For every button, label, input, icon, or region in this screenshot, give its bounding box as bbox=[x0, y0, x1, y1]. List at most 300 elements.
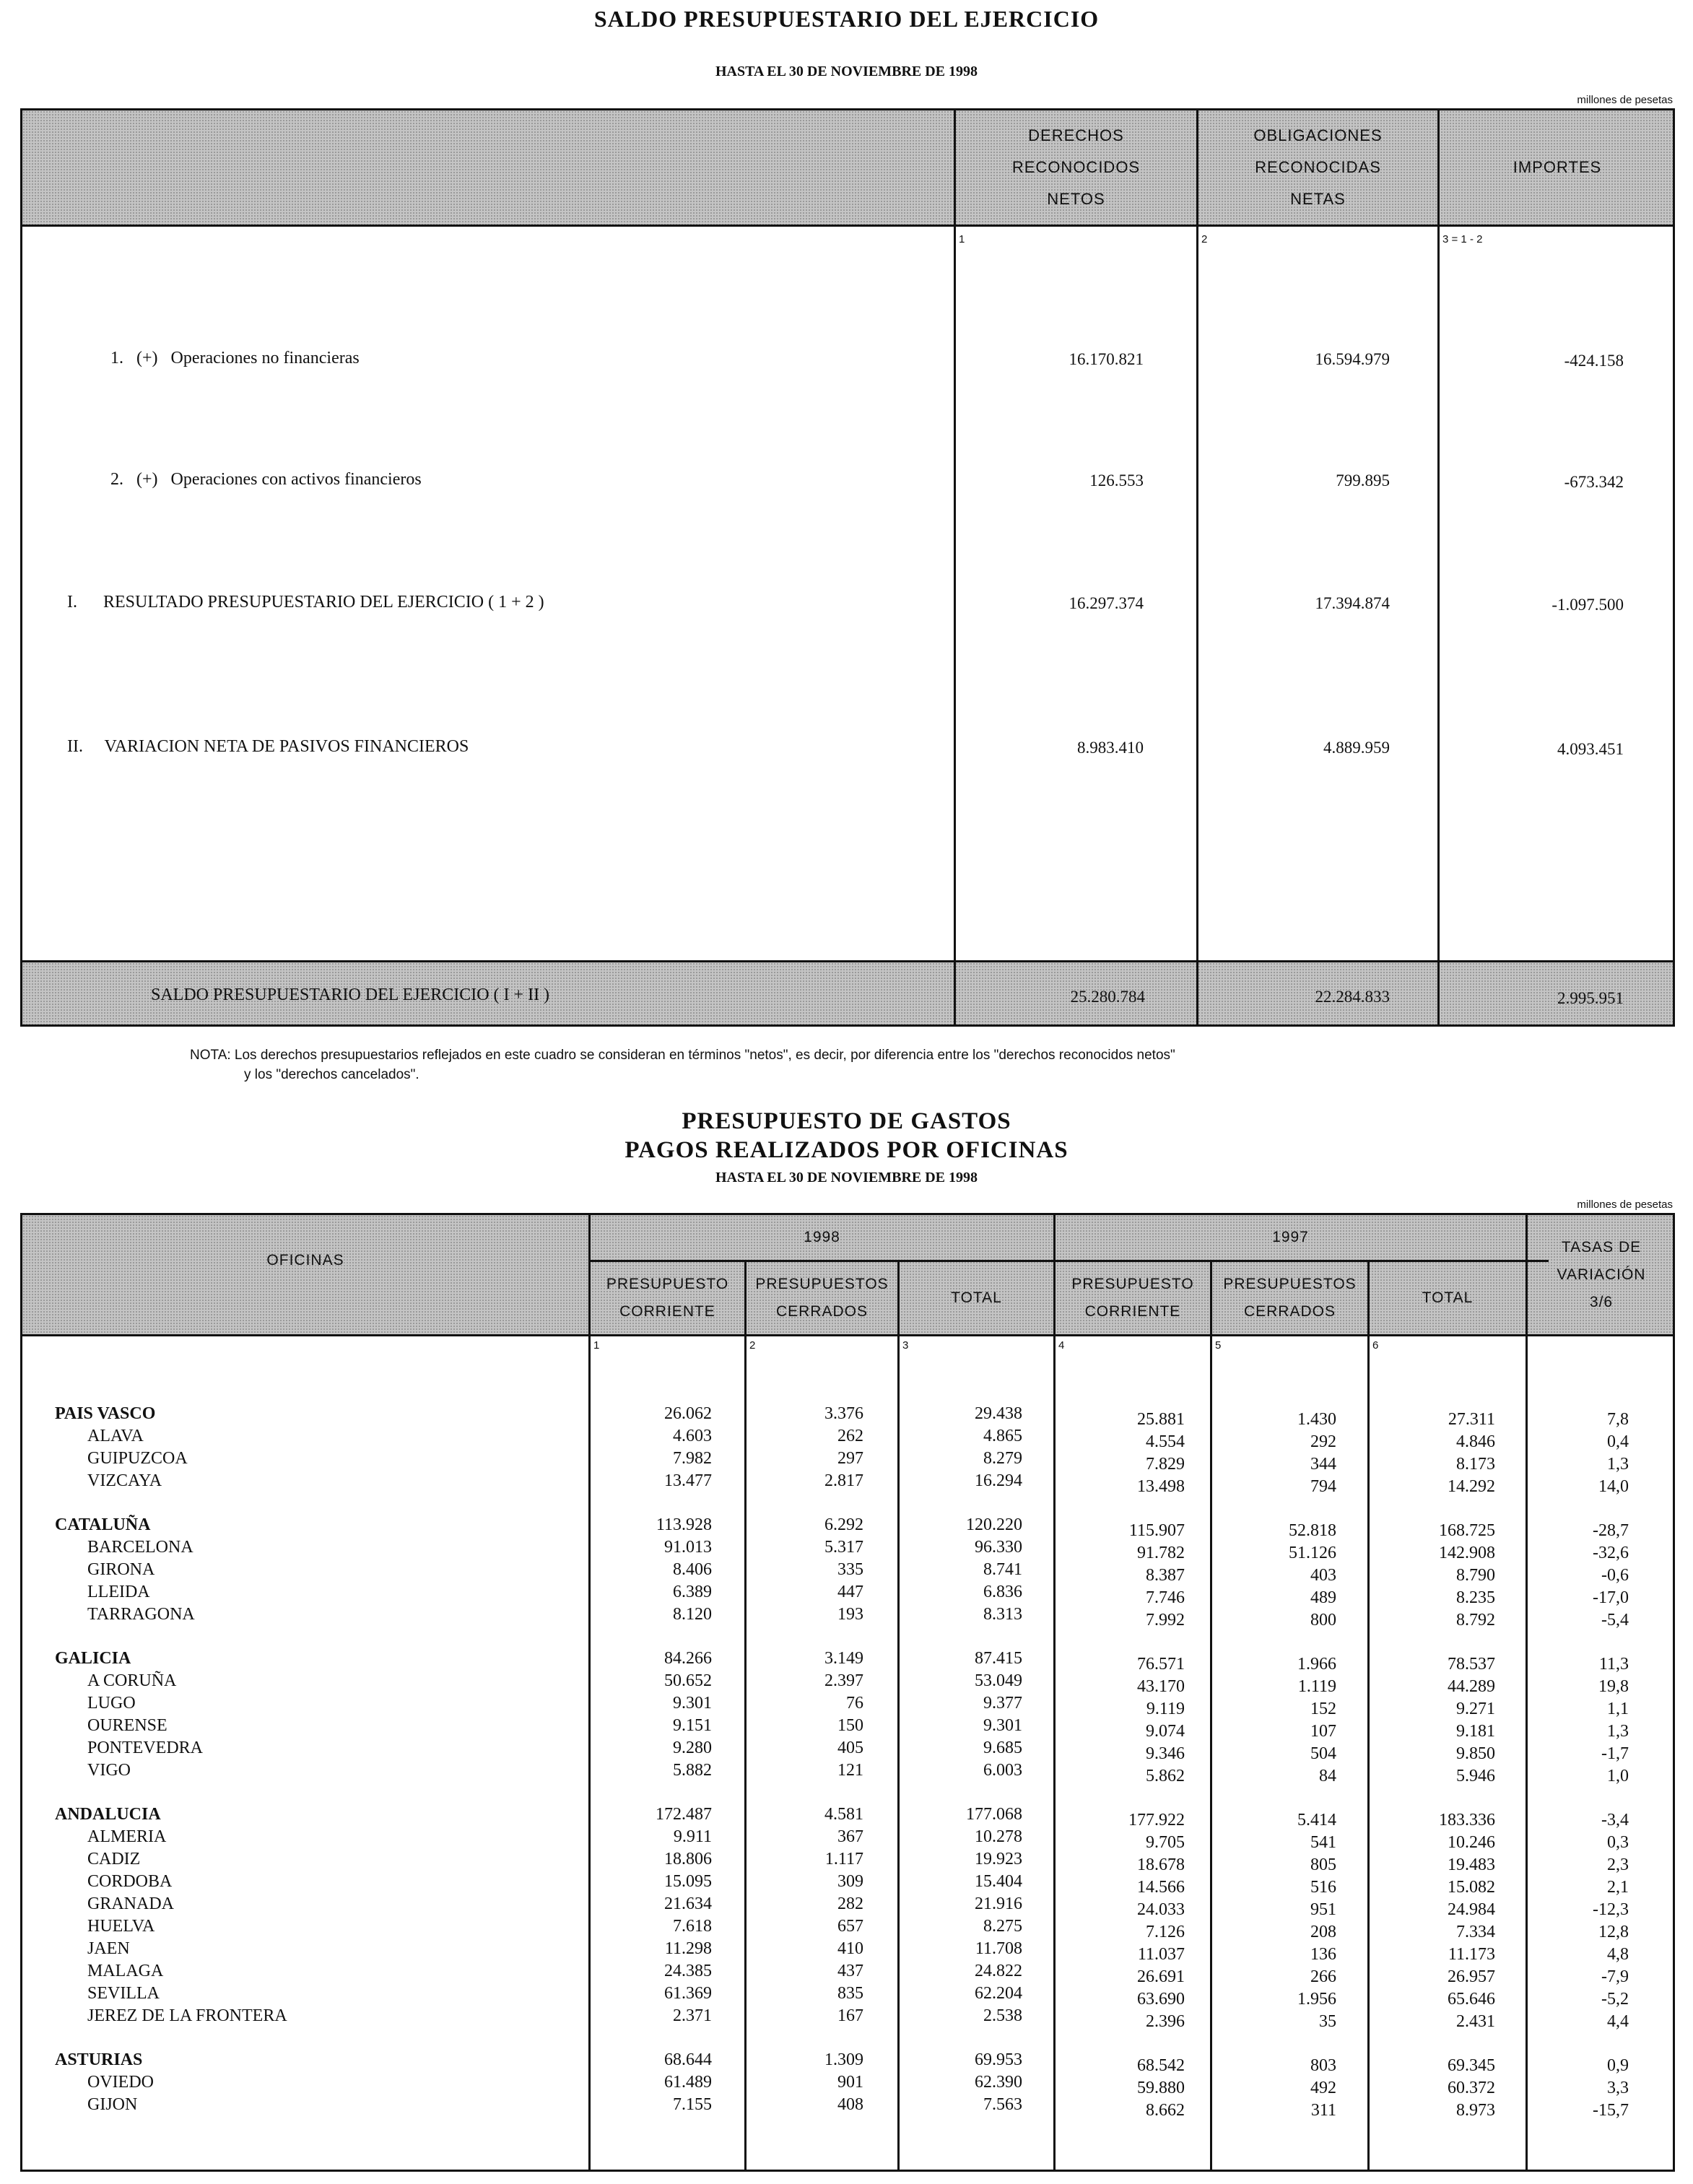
row-name: PONTEVEDRA bbox=[87, 1739, 203, 1757]
row-value: 9.119 bbox=[1146, 1700, 1185, 1718]
row-value: -1.097.500 bbox=[1551, 596, 1624, 614]
row-name: CATALUÑA bbox=[55, 1515, 151, 1534]
row-value: 7.982 bbox=[673, 1449, 712, 1468]
table-row bbox=[22, 1538, 1673, 1560]
col-number: 5 bbox=[1215, 1339, 1222, 1352]
row-name: A CORUÑA bbox=[87, 1671, 177, 1690]
row-value: 168.725 bbox=[1439, 1521, 1495, 1540]
row-value: 7.992 bbox=[1146, 1611, 1185, 1630]
header-total: TOTAL bbox=[951, 1289, 1002, 1306]
table-row bbox=[22, 1471, 1673, 1494]
col-number: 3 bbox=[902, 1339, 909, 1352]
row-value: 541 bbox=[1310, 1833, 1336, 1852]
row-value: 27.311 bbox=[1448, 1410, 1495, 1429]
row-value: 1.117 bbox=[824, 1850, 863, 1868]
row-name: MALAGA bbox=[87, 1962, 164, 1980]
row-name: GRANADA bbox=[87, 1894, 174, 1913]
row-value: -5,4 bbox=[1601, 1611, 1629, 1630]
row-value: 9.301 bbox=[983, 1716, 1022, 1735]
row-value: 9.705 bbox=[1146, 1833, 1185, 1852]
row-value: 311 bbox=[1310, 2101, 1336, 2120]
col-number: 4 bbox=[1058, 1339, 1065, 1352]
row-value: 10.278 bbox=[975, 1827, 1022, 1846]
row-value: 25.881 bbox=[1137, 1410, 1185, 1429]
row-value: 14.566 bbox=[1137, 1878, 1185, 1897]
row-value: 26.062 bbox=[664, 1404, 712, 1423]
row-name: PAIS VASCO bbox=[55, 1404, 156, 1423]
row-value: 8.275 bbox=[983, 1917, 1022, 1936]
row-value: -5,2 bbox=[1601, 1990, 1629, 2009]
table-row bbox=[22, 1917, 1673, 1939]
table-row bbox=[22, 1761, 1673, 1783]
row-value: 8.173 bbox=[1456, 1455, 1495, 1474]
row-value: 68.542 bbox=[1137, 2056, 1185, 2075]
row-name: OURENSE bbox=[87, 1716, 167, 1735]
row-name: SEVILLA bbox=[87, 1984, 160, 2003]
row-value: 15.095 bbox=[664, 1872, 712, 1891]
table-row bbox=[22, 2006, 1673, 2029]
row-value: 9.850 bbox=[1456, 1744, 1495, 1763]
row-value: 69.345 bbox=[1448, 2056, 1495, 2075]
row-value: 69.953 bbox=[975, 2050, 1022, 2069]
row-value: 87.415 bbox=[975, 1649, 1022, 1668]
col-number: 2 bbox=[749, 1339, 756, 1352]
col-number: 2 bbox=[1201, 233, 1208, 245]
row-value: 51.126 bbox=[1289, 1544, 1336, 1562]
row-value: 14.292 bbox=[1448, 1477, 1495, 1496]
col-number: 3 = 1 - 2 bbox=[1442, 233, 1483, 245]
row-value: 2.431 bbox=[1456, 2012, 1495, 2031]
gastos-title-2: PAGOS REALIZADOS POR OFICINAS bbox=[624, 1137, 1069, 1163]
row-value: 367 bbox=[837, 1827, 863, 1846]
row-name: ALMERIA bbox=[87, 1827, 167, 1846]
row-value: 8.279 bbox=[983, 1449, 1022, 1468]
row-value: 2.538 bbox=[983, 2006, 1022, 2025]
row-value: 6.292 bbox=[824, 1515, 863, 1534]
row-value: 9.377 bbox=[983, 1694, 1022, 1713]
row-value: 177.922 bbox=[1128, 1811, 1185, 1830]
row-name: VIZCAYA bbox=[87, 1471, 162, 1490]
row-name: VIGO bbox=[87, 1761, 131, 1780]
row-value: 8.387 bbox=[1146, 1566, 1185, 1585]
row-value: 437 bbox=[837, 1962, 863, 1980]
table-row bbox=[22, 2095, 1673, 2118]
total-value: 25.280.784 bbox=[1070, 988, 1145, 1006]
saldo-subtitle: HASTA EL 30 DE NOVIEMBRE DE 1998 bbox=[715, 64, 978, 79]
row-value: 901 bbox=[837, 2073, 863, 2092]
row-value: 50.652 bbox=[664, 1671, 712, 1690]
row-value: 5.882 bbox=[673, 1761, 712, 1780]
row-value: 9.280 bbox=[673, 1739, 712, 1757]
row-value: 9.271 bbox=[1456, 1700, 1495, 1718]
row-name: TARRAGONA bbox=[87, 1605, 195, 1624]
row-name: CORDOBA bbox=[87, 1872, 173, 1891]
row-name: BARCELONA bbox=[87, 1538, 193, 1557]
table-row bbox=[22, 1560, 1673, 1583]
row-value: 6.003 bbox=[983, 1761, 1022, 1780]
row-value: 3.149 bbox=[824, 1649, 863, 1668]
row-value: 7.746 bbox=[1146, 1588, 1185, 1607]
table-row bbox=[22, 1515, 1673, 1538]
row-label: 1. (+) Operaciones no financieras bbox=[110, 349, 360, 367]
row-value: 5.414 bbox=[1297, 1811, 1336, 1830]
row-value: 84.266 bbox=[664, 1649, 712, 1668]
table-row bbox=[22, 2050, 1673, 2073]
row-value: 6.836 bbox=[983, 1583, 1022, 1601]
table-row bbox=[22, 1605, 1673, 1630]
row-value: 9.685 bbox=[983, 1739, 1022, 1757]
table-row bbox=[22, 1939, 1673, 1962]
row-value: 19.923 bbox=[975, 1850, 1022, 1868]
row-value: 18.806 bbox=[664, 1850, 712, 1868]
row-name: ASTURIAS bbox=[55, 2050, 143, 2069]
row-value: 9.911 bbox=[673, 1827, 712, 1846]
row-name: CADIZ bbox=[87, 1850, 141, 1868]
row-value: 4.846 bbox=[1456, 1432, 1495, 1451]
table-row bbox=[22, 1404, 1673, 1427]
row-value: 9.181 bbox=[1456, 1722, 1495, 1741]
row-value: 335 bbox=[837, 1560, 863, 1579]
row-value: 794 bbox=[1310, 1477, 1336, 1496]
gastos-subtitle: HASTA EL 30 DE NOVIEMBRE DE 1998 bbox=[715, 1170, 978, 1185]
row-value: 193 bbox=[837, 1605, 863, 1624]
row-value: 3.376 bbox=[824, 1404, 863, 1423]
row-value: -1,7 bbox=[1601, 1744, 1629, 1763]
row-value: 29.438 bbox=[975, 1404, 1022, 1423]
row-value: 7.563 bbox=[983, 2095, 1022, 2114]
row-value: 15.082 bbox=[1448, 1878, 1495, 1897]
row-value: 1,0 bbox=[1607, 1767, 1629, 1785]
header-year-1997: 1997 bbox=[1272, 1229, 1309, 1245]
row-value: 21.916 bbox=[975, 1894, 1022, 1913]
col-number: 1 bbox=[593, 1339, 600, 1352]
row-value: 10.246 bbox=[1448, 1833, 1495, 1852]
row-value: 408 bbox=[837, 2095, 863, 2114]
row-value: -12,3 bbox=[1593, 1900, 1629, 1919]
row-value: 8.983.410 bbox=[1077, 739, 1144, 757]
row-value: 78.537 bbox=[1448, 1655, 1495, 1674]
row-value: 4.581 bbox=[824, 1805, 863, 1824]
saldo-table bbox=[20, 108, 1675, 1027]
row-value: 2.396 bbox=[1146, 2012, 1185, 2031]
row-value: 19,8 bbox=[1598, 1677, 1629, 1696]
row-value: -28,7 bbox=[1593, 1521, 1629, 1540]
row-value: 11.708 bbox=[975, 1939, 1022, 1958]
row-name: GUIPUZCOA bbox=[87, 1449, 188, 1468]
row-label: 2. (+) Operaciones con activos financieros bbox=[110, 470, 422, 489]
saldo-title: SALDO PRESUPUESTARIO DEL EJERCICIO bbox=[593, 6, 1100, 32]
row-value: -0,6 bbox=[1601, 1566, 1629, 1585]
row-value: 7.618 bbox=[673, 1917, 712, 1936]
row-value: 12,8 bbox=[1598, 1923, 1629, 1941]
row-value: 24.984 bbox=[1448, 1900, 1495, 1919]
row-value: 9.301 bbox=[673, 1694, 712, 1713]
header-year-1998: 1998 bbox=[804, 1229, 840, 1245]
row-value: 16.294 bbox=[975, 1471, 1022, 1490]
row-value: 4,4 bbox=[1607, 2012, 1629, 2031]
row-value: 11.298 bbox=[664, 1939, 712, 1958]
row-value: 91.013 bbox=[664, 1538, 712, 1557]
row-value: 4.554 bbox=[1146, 1432, 1185, 1451]
row-value: 18.678 bbox=[1137, 1855, 1185, 1874]
row-value: 65.646 bbox=[1448, 1990, 1495, 2009]
row-value: 292 bbox=[1310, 1432, 1336, 1451]
gastos-unit: millones de pesetas bbox=[1577, 1198, 1673, 1211]
row-name: JAEN bbox=[87, 1939, 130, 1958]
row-value: 9.151 bbox=[673, 1716, 712, 1735]
row-value: 21.634 bbox=[664, 1894, 712, 1913]
row-value: 410 bbox=[837, 1939, 863, 1958]
col-number: 1 bbox=[959, 233, 965, 245]
row-value: 59.880 bbox=[1137, 2079, 1185, 2097]
row-value: 68.644 bbox=[664, 2050, 712, 2069]
row-value: 309 bbox=[837, 1872, 863, 1891]
row-name: OVIEDO bbox=[87, 2073, 154, 2092]
row-value: 150 bbox=[837, 1716, 863, 1735]
row-value: 52.818 bbox=[1289, 1521, 1336, 1540]
row-value: 951 bbox=[1310, 1900, 1336, 1919]
header-importes: IMPORTES bbox=[1513, 158, 1602, 176]
row-value: 91.782 bbox=[1137, 1544, 1185, 1562]
row-value: 6.389 bbox=[673, 1583, 712, 1601]
row-value: 63.690 bbox=[1137, 1990, 1185, 2009]
row-name: ALAVA bbox=[87, 1427, 144, 1445]
table-row bbox=[22, 1449, 1673, 1474]
row-value: -424.158 bbox=[1564, 352, 1624, 370]
row-value: 2.397 bbox=[824, 1671, 863, 1690]
table-row bbox=[22, 1649, 1673, 1674]
row-value: 1,3 bbox=[1607, 1455, 1629, 1474]
table-row bbox=[22, 1739, 1673, 1761]
row-value: 44.289 bbox=[1448, 1677, 1495, 1696]
row-value: 266 bbox=[1310, 1967, 1336, 1986]
gastos-title: PRESUPUESTO DE GASTOS bbox=[682, 1108, 1011, 1134]
row-value: 16.297.374 bbox=[1069, 594, 1144, 612]
row-value: 17.394.874 bbox=[1315, 594, 1390, 612]
row-value: 8.792 bbox=[1456, 1611, 1495, 1630]
row-value: 799.895 bbox=[1336, 471, 1390, 490]
row-value: 4.865 bbox=[983, 1427, 1022, 1445]
row-value: 11.173 bbox=[1448, 1945, 1495, 1964]
row-value: 8.662 bbox=[1146, 2101, 1185, 2120]
row-value: 126.553 bbox=[1089, 471, 1144, 490]
row-name: HUELVA bbox=[87, 1917, 155, 1936]
row-value: -17,0 bbox=[1593, 1588, 1629, 1607]
row-value: 1.430 bbox=[1297, 1410, 1336, 1429]
row-value: 7.126 bbox=[1146, 1923, 1185, 1941]
row-value: 13.498 bbox=[1137, 1477, 1185, 1496]
row-value: 447 bbox=[837, 1583, 863, 1601]
row-value: 120.220 bbox=[966, 1515, 1022, 1534]
row-value: 405 bbox=[837, 1739, 863, 1757]
header-obligaciones: OBLIGACIONES RECONOCIDAS NETAS bbox=[1253, 126, 1383, 208]
row-value: 7.334 bbox=[1456, 1923, 1495, 1941]
row-value: 403 bbox=[1310, 1566, 1336, 1585]
row-value: 8.120 bbox=[673, 1605, 712, 1624]
row-name: LUGO bbox=[87, 1694, 136, 1713]
row-value: 489 bbox=[1310, 1588, 1336, 1607]
row-value: 0,3 bbox=[1607, 1833, 1629, 1852]
row-name: ANDALUCIA bbox=[55, 1805, 161, 1824]
table-row bbox=[22, 1984, 1673, 2009]
row-value: 60.372 bbox=[1448, 2079, 1495, 2097]
row-value: 4,8 bbox=[1607, 1945, 1629, 1964]
row-value: 152 bbox=[1310, 1700, 1336, 1718]
row-value: 107 bbox=[1310, 1722, 1336, 1741]
row-value: 61.489 bbox=[664, 2073, 712, 2092]
row-value: 14,0 bbox=[1598, 1477, 1629, 1496]
row-value: 2,1 bbox=[1607, 1878, 1629, 1897]
row-value: 16.170.821 bbox=[1069, 350, 1144, 368]
row-value: 26.691 bbox=[1137, 1967, 1185, 1986]
row-value: 142.908 bbox=[1439, 1544, 1495, 1562]
row-label: II. VARIACION NETA DE PASIVOS FINANCIEROS bbox=[67, 737, 469, 756]
row-value: 4.889.959 bbox=[1323, 739, 1390, 757]
row-value: 1.119 bbox=[1297, 1677, 1336, 1696]
row-value: 136 bbox=[1310, 1945, 1336, 1964]
row-value: 1.309 bbox=[824, 2050, 863, 2069]
row-name: LLEIDA bbox=[87, 1583, 150, 1601]
row-value: 19.483 bbox=[1448, 1855, 1495, 1874]
row-value: 53.049 bbox=[975, 1671, 1022, 1690]
table-row bbox=[22, 1671, 1673, 1694]
table-row bbox=[22, 1827, 1673, 1850]
row-value: 8.406 bbox=[673, 1560, 712, 1579]
row-value: -7,9 bbox=[1601, 1967, 1629, 1986]
row-value: 24.033 bbox=[1137, 1900, 1185, 1919]
row-value: 76.571 bbox=[1137, 1655, 1185, 1674]
header-oficinas: OFICINAS bbox=[266, 1251, 344, 1269]
header-corriente: PRESUPUESTO CORRIENTE bbox=[606, 1276, 729, 1320]
row-value: 11.037 bbox=[1137, 1945, 1185, 1964]
row-value: 297 bbox=[837, 1449, 863, 1468]
row-value: 0,4 bbox=[1607, 1432, 1629, 1451]
header-cerrados: PRESUPUESTOS CERRADOS bbox=[755, 1276, 889, 1320]
row-value: 13.477 bbox=[664, 1471, 712, 1490]
row-value: 0,9 bbox=[1607, 2056, 1629, 2075]
header-total: TOTAL bbox=[1422, 1289, 1474, 1306]
row-value: 1.956 bbox=[1297, 1990, 1336, 2009]
row-value: 177.068 bbox=[966, 1805, 1022, 1824]
table-row bbox=[22, 1872, 1673, 1897]
row-value: 516 bbox=[1310, 1878, 1336, 1897]
row-value: 1,3 bbox=[1607, 1722, 1629, 1741]
row-value: -32,6 bbox=[1593, 1544, 1629, 1562]
row-value: 113.928 bbox=[656, 1515, 712, 1534]
table-row bbox=[22, 1694, 1673, 1716]
row-value: 183.336 bbox=[1439, 1811, 1495, 1830]
row-value: 5.862 bbox=[1146, 1767, 1185, 1785]
row-name: GIJON bbox=[87, 2095, 138, 2114]
row-value: 344 bbox=[1310, 1455, 1336, 1474]
row-value: 172.487 bbox=[656, 1805, 712, 1824]
header-corriente: PRESUPUESTO CORRIENTE bbox=[1071, 1276, 1194, 1320]
row-value: -3,4 bbox=[1601, 1811, 1629, 1830]
row-value: 61.369 bbox=[664, 1984, 712, 2003]
row-value: 492 bbox=[1310, 2079, 1336, 2097]
table-row bbox=[22, 1850, 1673, 1872]
row-value: 62.390 bbox=[975, 2073, 1022, 2092]
row-value: 167 bbox=[837, 2006, 863, 2025]
row-value: 15.404 bbox=[975, 1872, 1022, 1891]
table-row bbox=[22, 1583, 1673, 1605]
row-value: 835 bbox=[837, 1984, 863, 2003]
row-value: 8.235 bbox=[1456, 1588, 1495, 1607]
row-value: -673.342 bbox=[1564, 473, 1624, 491]
row-value: 26.957 bbox=[1448, 1967, 1495, 1986]
total-value: 22.284.833 bbox=[1315, 988, 1390, 1006]
row-value: 35 bbox=[1319, 2012, 1336, 2031]
total-value: 2.995.951 bbox=[1557, 989, 1624, 1007]
header-derechos: DERECHOS RECONOCIDOS NETOS bbox=[1011, 126, 1141, 208]
saldo-unit: millones de pesetas bbox=[1577, 94, 1673, 106]
row-value: 7,8 bbox=[1607, 1410, 1629, 1429]
row-value: 208 bbox=[1310, 1923, 1336, 1941]
row-value: 5.317 bbox=[824, 1538, 863, 1557]
row-label: I. RESULTADO PRESUPUESTARIO DEL EJERCICIO ( 1 + 2 ) bbox=[67, 593, 544, 612]
row-value: 803 bbox=[1310, 2056, 1336, 2075]
table-row bbox=[22, 1427, 1673, 1449]
row-value: 16.594.979 bbox=[1315, 350, 1390, 368]
row-value: 7.155 bbox=[673, 2095, 712, 2114]
row-value: 805 bbox=[1310, 1855, 1336, 1874]
gastos-table bbox=[20, 1213, 1675, 2172]
row-value: 4.603 bbox=[673, 1427, 712, 1445]
row-value: 5.946 bbox=[1456, 1767, 1495, 1785]
row-value: 62.204 bbox=[975, 1984, 1022, 2003]
table-row bbox=[22, 2073, 1673, 2095]
row-value: 2.817 bbox=[824, 1471, 863, 1490]
row-value: 24.822 bbox=[975, 1962, 1022, 1980]
row-value: 8.313 bbox=[983, 1605, 1022, 1624]
row-value: 4.093.451 bbox=[1557, 740, 1624, 758]
row-value: 43.170 bbox=[1137, 1677, 1185, 1696]
row-value: 504 bbox=[1310, 1744, 1336, 1763]
header-tasas: TASAS DE VARIACIÓN 3/6 bbox=[1557, 1238, 1646, 1310]
row-value: 115.907 bbox=[1128, 1521, 1185, 1540]
row-value: 9.346 bbox=[1146, 1744, 1185, 1763]
nota-line: y los "derechos cancelados". bbox=[244, 1067, 419, 1082]
row-value: 2.371 bbox=[673, 2006, 712, 2025]
row-value: 657 bbox=[837, 1917, 863, 1936]
row-value: 96.330 bbox=[975, 1538, 1022, 1557]
total-label: SALDO PRESUPUESTARIO DEL EJERCICIO ( I + II ) bbox=[151, 986, 550, 1004]
row-value: 76 bbox=[846, 1694, 863, 1713]
row-value: 8.973 bbox=[1456, 2101, 1495, 2120]
row-value: 7.829 bbox=[1146, 1455, 1185, 1474]
row-name: JEREZ DE LA FRONTERA bbox=[87, 2006, 287, 2025]
row-value: 11,3 bbox=[1598, 1655, 1629, 1674]
row-value: 24.385 bbox=[664, 1962, 712, 1980]
row-value: 8.741 bbox=[983, 1560, 1022, 1579]
row-value: 1.966 bbox=[1297, 1655, 1336, 1674]
row-value: 121 bbox=[837, 1761, 863, 1780]
row-value: 1,1 bbox=[1607, 1700, 1629, 1718]
row-name: GALICIA bbox=[55, 1649, 131, 1668]
row-value: 800 bbox=[1310, 1611, 1336, 1630]
col-number: 6 bbox=[1372, 1339, 1379, 1352]
nota-line: NOTA: Los derechos presupuestarios reflejados en este cuadro se consideran en términos "netos", es decir, por diferencia entre los "derechos reconocidos netos" bbox=[190, 1048, 1175, 1063]
row-name: GIRONA bbox=[87, 1560, 155, 1579]
row-value: 3,3 bbox=[1607, 2079, 1629, 2097]
table-row bbox=[22, 1894, 1673, 1917]
table-row bbox=[22, 1962, 1673, 1984]
row-value: -15,7 bbox=[1593, 2101, 1629, 2120]
table-row bbox=[22, 1716, 1673, 1739]
row-value: 8.790 bbox=[1456, 1566, 1495, 1585]
row-value: 84 bbox=[1319, 1767, 1336, 1785]
header-cerrados: PRESUPUESTOS CERRADOS bbox=[1223, 1276, 1357, 1320]
